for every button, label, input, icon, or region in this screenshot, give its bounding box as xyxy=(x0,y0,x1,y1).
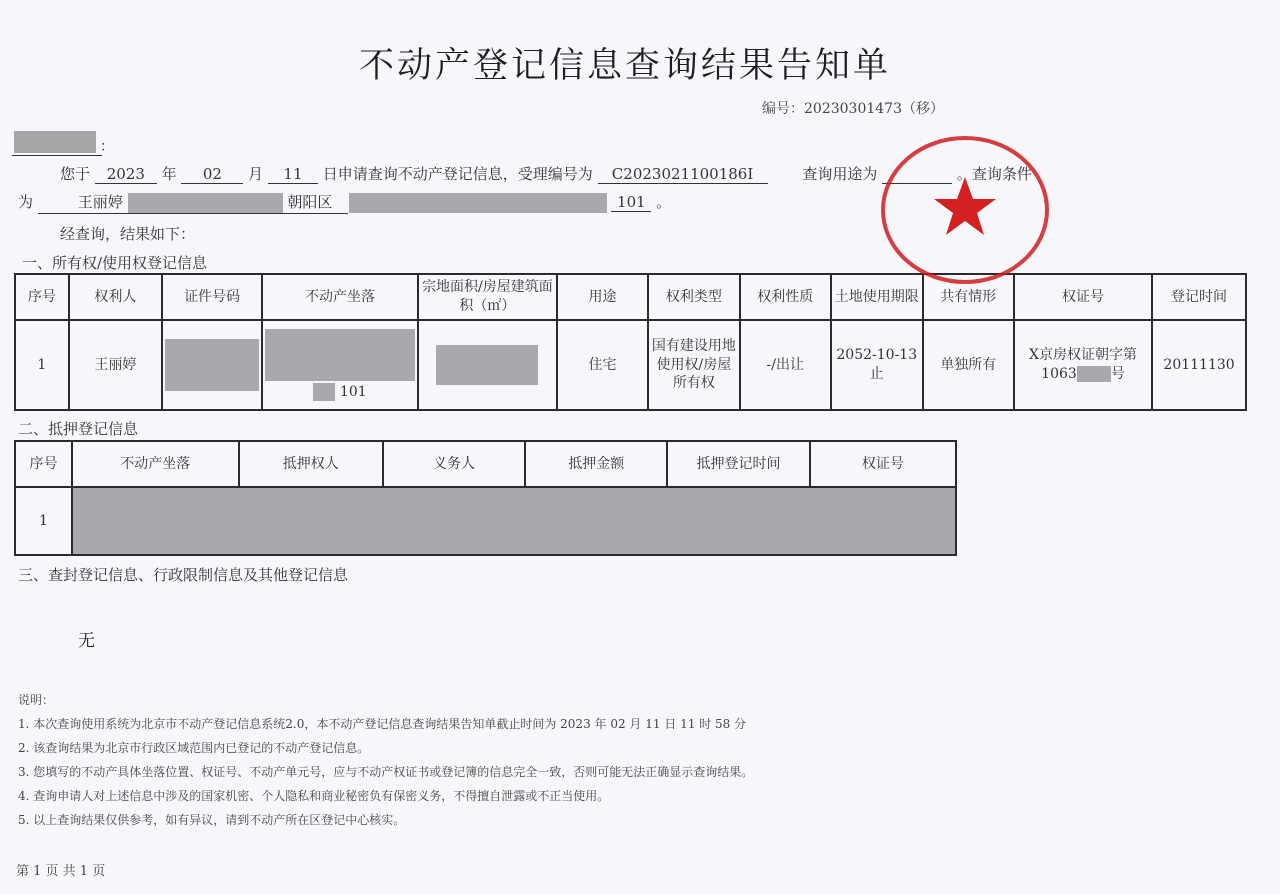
header-cell: 义务人 xyxy=(383,441,525,487)
header-cell: 抵押登记时间 xyxy=(667,441,809,487)
cert-no-suffix: 号 xyxy=(1110,366,1125,382)
row-use: 住宅 xyxy=(557,320,648,410)
row-index: 1 xyxy=(15,487,72,555)
header-cell: 共有情形 xyxy=(923,274,1014,320)
condition-district: 朝阳区 xyxy=(287,193,333,211)
condition-room: 101 xyxy=(611,193,651,212)
note-item: 4. 查询申请人对上述信息中涉及的国家机密、个人隐私和商业秘密负有保密义务，不得擅自泄露或不正当使用。 xyxy=(18,789,610,803)
seal-star-icon xyxy=(934,177,996,235)
intro-day-text: 日申请查询不动产登记信息，受理编号为 xyxy=(322,165,593,183)
result-intro: 经查询，结果如下： xyxy=(60,225,196,243)
ownership-table-header xyxy=(15,274,1246,320)
redacted-condition-street xyxy=(128,193,283,213)
header-cell: 宗地面积/房屋建筑面积（㎡） xyxy=(418,274,557,320)
row-address xyxy=(262,320,418,410)
header-cell: 权证号 xyxy=(810,441,956,487)
note-item: 3. 您填写的不动产具体坐落位置、权证号、不动产单元号，应与不动产权证书或登记簿的信息完全一致，否则可能无法正确显示查询结果。 xyxy=(18,765,754,779)
section-3-heading: 三、查封登记信息、行政限制信息及其他登记信息 xyxy=(18,566,349,584)
header-cell: 序号 xyxy=(15,441,72,487)
header-cell: 权利类型 xyxy=(648,274,739,320)
condition-prefix: 为 xyxy=(18,193,34,211)
purpose-tail: 。查询条件 xyxy=(956,165,1032,183)
row-cert-no xyxy=(1014,320,1152,410)
header-cell: 登记时间 xyxy=(1152,274,1246,320)
condition-end: 。 xyxy=(656,193,672,211)
note-item: 1. 本次查询使用系统为北京市不动产登记信息系统2.0，本不动产登记信息查询结果告知单截止时间为 2023 年 02 月 11 日 11 时 58 分 xyxy=(18,717,747,731)
section-2-heading: 二、抵押登记信息 xyxy=(18,420,139,438)
header-cell: 土地使用期限 xyxy=(831,274,923,320)
intro-month: 02 xyxy=(181,165,243,184)
intro-line-2 xyxy=(18,191,671,214)
header-cell: 证件号码 xyxy=(162,274,262,320)
header-cell: 权利性质 xyxy=(740,274,831,320)
redacted-address-tail xyxy=(313,383,335,401)
receipt-number: C2023021100186I xyxy=(598,165,768,184)
redacted-area xyxy=(436,345,538,385)
row-co-ownership: 单独所有 xyxy=(923,320,1014,410)
page-footer: 第 1 页 共 1 页 xyxy=(16,864,106,879)
address-suffix: 101 xyxy=(339,383,367,400)
redacted-mortgage-row xyxy=(72,487,956,555)
header-cell: 序号 xyxy=(15,274,69,320)
header-cell: 不动产坐落 xyxy=(72,441,239,487)
header-cell: 抵押权人 xyxy=(239,441,383,487)
mortgage-table-header xyxy=(15,441,956,487)
row-holder: 王丽婷 xyxy=(69,320,162,410)
row-land-term: 2052-10-13 止 xyxy=(831,320,923,410)
document-title: 不动产登记信息查询结果告知单 xyxy=(358,46,891,86)
row-reg-date: 20111130 xyxy=(1152,320,1246,410)
redacted-condition-address xyxy=(349,193,607,213)
header-cell: 抵押金额 xyxy=(525,441,667,487)
row-area xyxy=(418,320,557,410)
document-number: 编号：20230301473（移） xyxy=(762,101,944,117)
purpose-label: 查询用途为 xyxy=(802,165,878,183)
mortgage-table xyxy=(14,440,957,556)
notes xyxy=(18,688,753,832)
condition-name: 王丽婷 xyxy=(77,193,123,211)
row-right-nature: -/出让 xyxy=(740,320,831,410)
note-item: 5. 以上查询结果仅供参考，如有异议，请到不动产所在区登记中心核实。 xyxy=(18,813,406,827)
section-1-heading: 一、所有权/使用权登记信息 xyxy=(22,254,208,272)
note-item: 2. 该查询结果为北京市行政区域范围内已登记的不动产登记信息。 xyxy=(18,741,370,755)
intro-day: 11 xyxy=(268,165,318,184)
row-index: 1 xyxy=(15,320,69,410)
intro-year-unit: 年 xyxy=(161,165,177,183)
intro-prefix: 您于 xyxy=(60,165,91,183)
ownership-table xyxy=(14,273,1247,411)
intro-year: 2023 xyxy=(95,165,157,184)
condition-field xyxy=(38,191,348,214)
redacted-address xyxy=(265,329,415,381)
header-cell: 用途 xyxy=(557,274,648,320)
header-cell: 不动产坐落 xyxy=(262,274,418,320)
redacted-id-number xyxy=(165,339,259,391)
address-tail xyxy=(265,383,415,402)
redacted-mortgage-data xyxy=(73,488,955,554)
table-row xyxy=(15,487,956,555)
redacted-recipient-name xyxy=(14,131,96,153)
notes-title: 说明： xyxy=(18,693,55,707)
row-right-type: 国有建设用地使用权/房屋所有权 xyxy=(648,320,739,410)
row-id-number xyxy=(162,320,262,410)
section-3-value: 无 xyxy=(78,631,95,651)
recipient-colon: ： xyxy=(100,139,114,155)
recipient-underline xyxy=(12,155,102,156)
redacted-cert-no xyxy=(1077,366,1111,382)
table-row xyxy=(15,320,1246,410)
header-cell: 权利人 xyxy=(69,274,162,320)
cert-no-prefix: X京房权证朝字第1063 xyxy=(1029,347,1137,382)
header-cell: 权证号 xyxy=(1014,274,1152,320)
official-seal-stamp xyxy=(880,135,1050,285)
intro-month-unit: 月 xyxy=(248,165,264,183)
